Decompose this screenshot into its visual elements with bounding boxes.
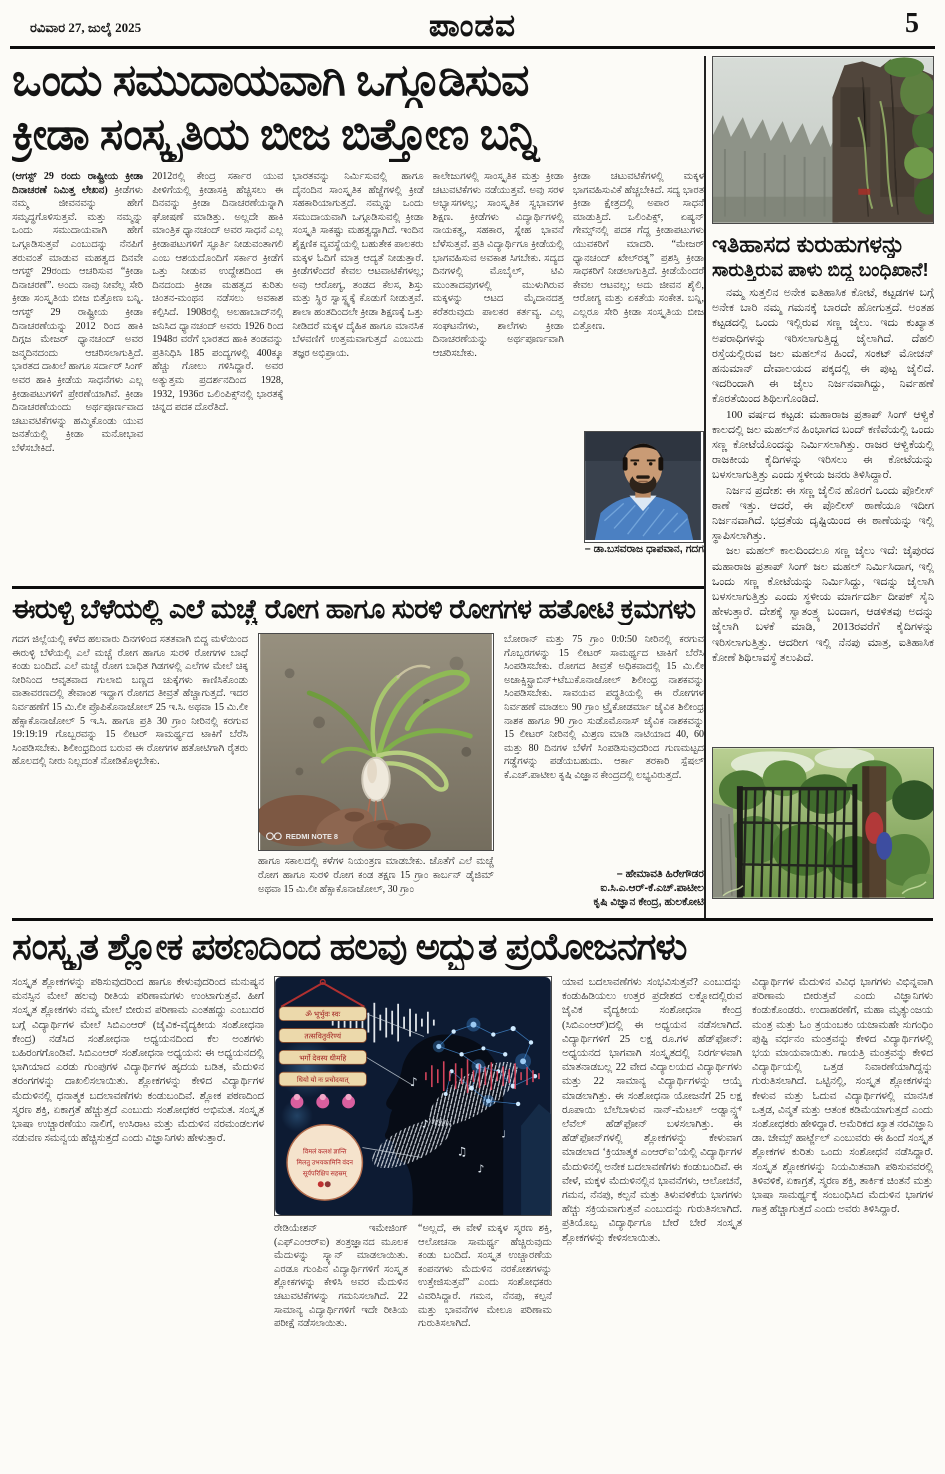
article3-top-rule <box>12 918 933 921</box>
mantra-banner-1: ॐ भूर्भुवः स्वः <box>305 1009 341 1019</box>
mantra-circle-line1: विमलं कलशं ज्ञान्ति <box>302 1148 347 1156</box>
article3-column-1: ಸಂಸ್ಕೃತ ಶ್ಲೋಕಗಳನ್ನು ಪಠಿಸುವುದರಿಂದ ಹಾಗೂ ಕೇಳುವುದರಿಂದ ಮನುಷ್ಯನ ಮನಸ್ಸಿನ ಮೇಲೆ ಹಲವು ರೀತಿಯ ಪರಿಣಾಮಗಳು ಉಂಟಾಗುತ್ತವೆ. ಹೀಗೆ ಸಂಸ್ಕೃತ ಶ್ಲೋಕಗಳು ನಮ್ಮ ಮೇಲೆ ಬೀರುವ ಪರಿಣಾಮ ಎಂತಹದ್ದು ಎಂಬುದರ ಬಗ್ಗೆ ವಿದ್ಯಾರ್ಥಿಗಳ ಮೇಲೆ ಸಿಬಿಎಂಆರ್ (ಜೈವಿಕ-ವೈದ್ಯಕೀಯ ಸಂಶೋಧನಾ ಕೇಂದ್ರ) ನಡೆಸಿದ ಸಂಶೋಧನಾ ಅಧ್ಯಯನದಿಂದ ಕೆಲ ಅಂಶಗಳು ಬಹಿರಂಗಗೊಂಡಿವೆ. ಸಿಬಿಎಂಆರ್ ಸಂಶೋಧನಾ ಅಧ್ಯಯನ: ಈ ಅಧ್ಯಯನದಲ್ಲಿ ಭಾಗಿಯಾದ ಎರಡು ಗುಂಪುಗಳ ವಿದ್ಯಾರ್ಥಿಗಳ ಹೃದಯ ಬಡಿತ, ಮೆದುಳಿನ ತರಂಗಗಳನ್ನು ದಾಖಲಿಸಲಾಯಿತು. ಶ್ಲೋಕಗಳನ್ನು ಕೇಳಿದ ವಿದ್ಯಾರ್ಥಿಗಳ ಮೆದುಳಿನಲ್ಲಿ ಧನಾತ್ಮಕ ಬದಲಾವಣೆಗಳು ಕಂಡುಬಂದಿವೆ. ಶ್ಲೋಕ ಪಠಣದಿಂದ ಸ್ಮರಣ ಶಕ್ತಿ, ಏಕಾಗ್ರತೆ ಹೆಚ್ಚುತ್ತದೆ ಎಂಬುದು ಸಂಶೋಧಕರ ಅಭಿಮತ. ಸಂಸ್ಕೃತ ಭಾಷಾ ಉಚ್ಚಾರಣೆಯು ನಾಲಿಗೆ, ಉಸಿರಾಟ ಮತ್ತು ಮೆದುಳಿನ ನರಮಂಡಲಗಳ ನಡುವಣ ಸಮನ್ವಯ ಹೆಚ್ಚಿಸುತ್ತದೆ ಎಂದು ವಿಜ್ಞಾನಿಗಳು ಹೇಳುತ್ತಾರೆ. <box>12 977 264 1145</box>
mantra-banner-4: धियो यो नः प्रचोदयात् <box>296 1076 349 1085</box>
onion-crop-photo <box>258 633 494 851</box>
article1-column-5 <box>573 170 704 574</box>
article2-byline-centre: ಕೃಷಿ ವಿಜ್ಞಾನ ಕೇಂದ್ರ, ಹುಲಕೋಟಿ <box>593 896 704 908</box>
sidebar-headline-line2: ಸಾರುತ್ತಿರುವ ಪಾಳು ಬಿದ್ದ ಬಂಧಿಖಾನೆ! <box>712 259 929 280</box>
article3-column-2: ರೇಡಿಯೇಶನ್ ಇಮೇಜಿಂಗ್ (ಎಫ್‌ಎಂಆರ್‌ಐ) ತಂತ್ರಜ್ಞಾನದ ಮೂಲಕ ಮೆದುಳನ್ನು ಸ್ಕ್ಯಾನ್ ಮಾಡಲಾಯಿತು. ಎರಡೂ ಗುಂಪಿನ ವಿದ್ಯಾರ್ಥಿಗಳಿಗೆ ಸಂಸ್ಕೃತ ಶ್ಲೋಕಗಳನ್ನು ಕೇಳಿಸಿ ಅವರ ಮೆದುಳಿನ ಚಟುವಟಿಕೆಗಳನ್ನು ಗಮನಿಸಲಾಗಿದೆ. 22 ಸಾಮಾನ್ಯ ವಿದ್ಯಾರ್ಥಿಗಳಿಗೆ ಇದೇ ರೀತಿಯ ಪರೀಕ್ಷೆ ನಡೆಸಲಾಯಿತು. <box>274 1223 408 1330</box>
mantra-banner-2: तत्सवितुर्वरेण्यं <box>304 1031 342 1041</box>
article2-column-3 <box>504 633 704 909</box>
article1-headline-line2: ಕ್ರೀಡಾ ಸಂಸ್ಕೃತಿಯ ಬೀಜ ಬಿತ್ತೋಣ ಬನ್ನಿ <box>12 110 538 159</box>
article3-body <box>12 976 933 1470</box>
svg-text:♫: ♫ <box>456 1144 468 1159</box>
article1-headline-line1: ಒಂದು ಸಮುದಾಯವಾಗಿ ಒಗ್ಗೂಡಿಸುವ <box>12 56 529 105</box>
svg-text:♩: ♩ <box>501 1129 506 1141</box>
header-rule <box>10 46 935 49</box>
article3-under-photo-columns <box>274 1222 552 1470</box>
masthead-title: ಪಾಂಡವ <box>428 8 517 43</box>
article1-column-2: 2012ರಲ್ಲಿ ಕೇಂದ್ರ ಸರ್ಕಾರ ಯುವ ಪೀಳಿಗೆಯಲ್ಲಿ ಕ್ರೀಡಾಸಕ್ತಿ ಹೆಚ್ಚಿಸಲು ಈ ದಿನವನ್ನು ಕ್ರೀಡಾ ದಿನಾಚರಣೆಯನ್ನಾಗಿ ಘೋಷಣೆ ಮಾಡಿತ್ತು. ಅಲ್ಲದೇ ಹಾಕಿ ಮಾಂತ್ರಿಕ ಧ್ಯಾನಚಂದ್ ಅವರ ಸಾಧನೆ ಎಲ್ಲ ಕ್ರೀಡಾಪಟುಗಳಿಗೆ ಸ್ಫೂರ್ತಿ ನೀಡುವಂತಾಗಲಿ ಎಂಬ ಆಶಯದೊಂದಿಗೆ ಸರ್ಕಾರ ಕ್ರೀಡೆಗೆ ಒತ್ತು ನೀಡುವ ಉದ್ದೇಶದಿಂದ ಈ ದಿನದಂದು ಕ್ರೀಡಾ ಮಹತ್ವದ ಕುರಿತು ಚಿಂತನ-ಮಂಥನ ನಡೆಸಲು ಅವಕಾಶ ಕಲ್ಪಿಸಿದೆ. 1908ರಲ್ಲಿ ಅಲಹಾಬಾದ್‌ನಲ್ಲಿ ಜನಿಸಿದ ಧ್ಯಾನಚಂದ್ ಅವರು 1926 ರಿಂದ 1948ರ ವರೆಗೆ ಭಾರತದ ಹಾಕಿ ತಂಡವನ್ನು ಪ್ರತಿನಿಧಿಸಿ 185 ಪಂದ್ಯಗಳಲ್ಲಿ 400ಕ್ಕೂ ಹೆಚ್ಚು ಗೋಲು ಗಳಿಸಿದ್ದಾರೆ. ಅವರ ಅತ್ಯುತ್ತಮ ಪ್ರದರ್ಶನದಿಂದ 1928, 1932, 1936ರ ಒಲಿಂಪಿಕ್ಸ್‌ನಲ್ಲಿ ಭಾರತಕ್ಕೆ ಚಿನ್ನದ ಪದಕ ದೊರೆತಿದೆ. <box>152 171 284 414</box>
onion-illustration <box>259 634 493 850</box>
article-sports-day <box>12 54 704 574</box>
article2-body <box>12 633 704 909</box>
article2-column-3-text: ಬೋರಾನ್ ಮತ್ತು 75 ಗ್ರಾಂ 0:0:50 ನೀರಿನಲ್ಲಿ ಕರಗುವ ಗೊಬ್ಬರಗಳನ್ನು 15 ಲೀಟರ್ ಸಾಮರ್ಥ್ಯದ ಟಾಕಿಗೆ ಬೆರೆಸಿ ಸಿಂಪಡಿಸಬೇಕು. ರೋಗದ ತೀವ್ರತೆ ಅಧಿಕವಾದಲ್ಲಿ 15 ಮಿ.ಲೀ ಅಜಾಕ್ಸಿಸ್ಟ್ರಾಬಿನ್+ಟೆಬುಕೊನಾಜೋಲ್ ಶಿಲೀಂಧ್ರ ನಾಶಕವನ್ನು ಸಿಂಪಡಿಸಬೇಕು. ಸಾವಯವ ಪದ್ಧತಿಯಲ್ಲಿ ಈ ರೋಗಗಳ ನಿರ್ವಹಣೆ ಮಾಡಲು 90 ಗ್ರಾಂ ಟ್ರೈಕೋಡರ್ಮಾ ಜೈವಿಕ ಶಿಲೀಂಧ್ರ ನಾಶಕ ಹಾಗೂ 90 ಗ್ರಾಂ ಸುಡೊಮೊನಾಸ್ ಜೈವಿಕ ನಾಶಕವನ್ನು 15 ಲೀಟರ್ ನೀರಿನಲ್ಲಿ ಮಿಶ್ರಣ ಮಾಡಿ ನಾಟಿಯಾದ 40, 60 ಮತ್ತು 80 ದಿನಗಳ ಬೆಳೆಗೆ ಸಿಂಪಡಿಸುವುದರಿಂದ ಗುಣಮಟ್ಟದ ಗಡ್ಡೆಗಳನ್ನು ಪಡೆಯಬಹುದು. ಆರ್ಕಾ ತರಕಾರಿ ಸ್ಪೆಷಲ್ ಕೆ.ಎಚ್.ಪಾಟೀಲ ಕೃಷಿ ವಿಜ್ಞಾನ ಕೇಂದ್ರದಲ್ಲಿ ಲಭ್ಯವಿರುತ್ತದೆ. <box>504 634 704 781</box>
gate-photo <box>712 747 934 899</box>
article-sanskrit-shloka <box>12 924 933 1470</box>
fort-photo <box>712 56 934 224</box>
brain-mantra-photo <box>274 976 552 1216</box>
sidebar-paragraph-1: ನಮ್ಮ ಸುತ್ತಲಿನ ಅನೇಕ ಐತಿಹಾಸಿಕ ಕೋಟೆ, ಕಟ್ಟಡಗಳ ಬಗ್ಗೆ ಅನೇಕ ಬಾರಿ ನಮ್ಮ ಗಮನಕ್ಕೆ ಬಾರದೇ ಹೋಗುತ್ತದೆ. ಅಂತಹ ಕಟ್ಟಡದಲ್ಲಿ ಒಂದು ಇಲ್ಲಿರುವ ಸಣ್ಣ ಜೈಲು. ಇದು ಕುಖ್ಯಾತ ಅಪರಾಧಿಗಳನ್ನು ಇರಿಸಲಾಗುತ್ತಿದ್ದ ಜೈಲಾಗಿದೆ. ದೆಹಲಿ ರಸ್ತೆಯಲ್ಲಿರುವ ಜಲ ಮಹಲ್‌ನ ಹಿಂದೆ, ಸಂಕಟ್ ಮೋಚನ್ ಹನುಮಾನ್ ದೇವಾಲಯದ ಪಕ್ಕದಲ್ಲಿ ಈ ಪುಟ್ಟ ಜೈಲಿದೆ. ಇದರಿಂದಾಗಿ ಈ ಜೈಲು ನಿರ್ಜನವಾಗಿದ್ದು, ನಿರ್ವಹಣೆ ಕೊರತೆಯಿಂದ ಶಿಥಿಲಗೊಂಡಿದೆ. <box>712 287 934 406</box>
article3-column-4: ಯಾವ ಬದಲಾವಣೆಗಳು ಸಂಭವಿಸುತ್ತವೆ? ಎಂಬುದನ್ನು ಕಂಡುಹಿಡಿಯಲು ಉತ್ತರ ಪ್ರದೇಶದ ಲಕ್ನೋದಲ್ಲಿರುವ ಜೈವಿಕ ವೈದ್ಯಕೀಯ ಸಂಶೋಧನಾ ಕೇಂದ್ರ (ಸಿಬಿಎಂಆರ್)ದಲ್ಲಿ ಈ ಅಧ್ಯಯನ ನಡೆಸಲಾಗಿದೆ. ವಿದ್ಯಾರ್ಥಿಗಳಿಗೆ 25 ಲಕ್ಷ ರೂ.ಗಳ ಹೆಡ್‌ಫೋನ್: ಅಧ್ಯಯನದ ಭಾಗವಾಗಿ ಸಂಸ್ಕೃತದಲ್ಲಿ ನಿರರ್ಗಳವಾಗಿ ಮಾತನಾಡಬಲ್ಲ 22 ವೇದ ವಿದ್ಯಾಲಯದ ವಿದ್ಯಾರ್ಥಿಗಳು ಮತ್ತು 22 ಸಾಮಾನ್ಯ ವಿದ್ಯಾರ್ಥಿಗಳನ್ನು ಆಯ್ಕೆ ಮಾಡಲಾಗಿತ್ತು. ಈ ಸಂಶೋಧನಾ ಯೋಜನೆಗೆ 25 ಲಕ್ಷ ರೂಪಾಯಿ ಬೆಲೆಬಾಳುವ ನಾನ್-ಮೆಟಲ್ ಅಡ್ವಾನ್ಸ್ಡ್ ಲೆವೆಲ್ ಹೆಡ್‌ಫೋನ್ ಬಳಸಲಾಗಿತ್ತು. ಈ ಹೆಡ್‌ಫೋನ್‌ಗಳಲ್ಲಿ ಶ್ಲೋಕಗಳನ್ನು ಕೇಳುವಾಗ ಮಾಡಲಾದ ‘ಕ್ರಿಯಾತ್ಮಕ ಎಂಆರ್‌ಐ’ಯಲ್ಲಿ ವಿದ್ಯಾರ್ಥಿಗಳ ಮೆದುಳಿನಲ್ಲಿ ಅನೇಕ ಬದಲಾವಣೆಗಳು ಕಂಡುಬಂದಿವೆ. ಈ ವೇಳೆ, ಮಕ್ಕಳ ಮೆದುಳಿನಲ್ಲಿನ ಭಾವನೆಗಳು, ಆಲೋಚನೆ, ಗಮನ, ನೆನಪು, ಕಲ್ಪನೆ ಮತ್ತು ತಿಳುವಳಿಕೆಯ ಭಾಗಗಳು ಹೆಚ್ಚು ಸಕ್ರಿಯವಾಗುತ್ತವೆ ಎಂಬುದನ್ನು ಗುರುತಿಸಲಾಗಿದೆ. ಪ್ರತಿಯೊಬ್ಬ ವಿದ್ಯಾರ್ಥಿಗೂ ಬೇರೆ ಬೇರೆ ಸಂಸ್ಕೃತ ಶ್ಲೋಕಗಳನ್ನು ಕೇಳಿಸಲಾಯಿತು. <box>562 977 742 1244</box>
article1-column-1-text: ಕ್ರೀಡೆಗಳು ನಮ್ಮ ಜೀವನವನ್ನು ಹೇಗೆ ಸಮೃದ್ಧಗೊಳಿಸುತ್ತವೆ. ಮತ್ತು ನಮ್ಮನ್ನು ಒಂದು ಸಮುದಾಯವಾಗಿ ಹೇಗೆ ಒಗ್ಗೂಡಿಸುತ್ತವೆ ಎಂಬುದನ್ನು ನೆನಪಿಗೆ ತರುವಂತೆ ಮಾಡುವ ಮಹತ್ವದ ದಿನವೇ ಆಗಸ್ಟ್ 29ರಂದು ಆಚರಿಸುವ “ಕ್ರೀಡಾ ದಿನಾಚರಣೆ”. ಅಂದು ನಾವು ನೀವೆಲ್ಲ ಸೇರಿ ಕ್ರೀಡಾ ಸಂಸ್ಕೃತಿಯ ಬೀಜ ಬಿತ್ತೋಣ ಬನ್ನಿ. ಆಗಸ್ಟ್ 29 ರಾಷ್ಟ್ರೀಯ ಕ್ರೀಡಾ ದಿನಾಚರಣೆಯನ್ನು 2012 ರಿಂದ ಹಾಕಿ ದಿಗ್ಗಜ ಮೇಜರ್ ಧ್ಯಾನಚಂದ್ ಅವರ ಜನ್ಮದಿನದಂದು ಆಚರಿಸಲಾಗುತ್ತಿದೆ. ಭಾರತದ ದಾಖಲೆ ಹಾಗೂ ಸರ್ದಾರ್ ಸಿಂಗ್ ಅವರ ಹಾಕಿ ಕ್ರೀಡೆಯ ಸಾಧನೆಗಳು ಎಲ್ಲ ಕ್ರೀಡಾಪಟುಗಳಿಗೆ ಪ್ರೇರಣೆಯಾಗಿವೆ. ಕ್ರೀಡಾ ದಿನಾಚರಣೆಯಂದು ಅರ್ಥಪೂರ್ಣವಾದ ಚಟುವಟಿಕೆಗಳನ್ನು ಹಮ್ಮಿಕೊಂಡು ಯುವ ಜನತೆಯಲ್ಲಿ ಕ್ರೀಡಾ ಮನೋಭಾವ ಬೆಳೆಸಬೇಕಿದೆ. <box>12 184 144 454</box>
article2-top-rule <box>12 586 704 589</box>
svg-text:♪: ♪ <box>410 1075 418 1090</box>
article1-lead-note: (ಆಗಸ್ಟ್ 29 ರಂದು ರಾಷ್ಟ್ರೀಯ ಕ್ರೀಡಾ ದಿನಾಚರಣೆ ನಿಮಿತ್ತ ಲೇಖನ) <box>12 171 144 196</box>
article1-column-4: ಕಾಲೇಜುಗಳಲ್ಲಿ ಸಾಂಸ್ಕೃತಿಕ ಮತ್ತು ಕ್ರೀಡಾ ಚಟುವಟಿಕೆಗಳು ನಡೆಯುತ್ತವೆ. ಅವು ಸರಳ ಅಭ್ಯಾಸಗಳಲ್ಲ; ಸಾಂಸ್ಕೃತಿಕ ಸ್ವಭಾವಗಳ ಶಿಕ್ಷಣ. ಕ್ರೀಡೆಗಳು ವಿದ್ಯಾರ್ಥಿಗಳಲ್ಲಿ ನಾಯಕತ್ವ, ಸಹಕಾರ, ಸ್ನೇಹ ಭಾವನೆ ಬೆಳೆಸುತ್ತವೆ. ಪ್ರತಿ ವಿದ್ಯಾರ್ಥಿಗೂ ಕ್ರೀಡೆಯಲ್ಲಿ ಭಾಗವಹಿಸುವ ಅವಕಾಶ ಸಿಗಬೇಕು. ಸದ್ಯದ ದಿನಗಳಲ್ಲಿ ಮೊಬೈಲ್, ಟಿವಿ ಮುಂತಾದವುಗಳಲ್ಲಿ ಮುಳುಗಿರುವ ಮಕ್ಕಳನ್ನು ಆಟದ ಮೈದಾನದತ್ತ ಕರೆತರುವುದು ಪಾಲಕರ ಕರ್ತವ್ಯ. ಎಲ್ಲ ಸಂಘಟನೆಗಳು, ಶಾಲೆಗಳು ಕ್ರೀಡಾ ದಿನಾಚರಣೆಯನ್ನು ಅರ್ಥಪೂರ್ಣವಾಗಿ ಆಚರಿಸಬೇಕು. <box>432 171 564 359</box>
portrait-illustration <box>585 432 701 540</box>
gate-illustration <box>713 748 933 898</box>
sidebar-paragraph-2: 100 ವರ್ಷದ ಕಟ್ಟಡ: ಮಹಾರಾಜ ಪ್ರತಾಪ್ ಸಿಂಗ್ ಆಳ್ವಿಕೆ ಕಾಲದಲ್ಲಿ ಜಲ ಮಹಲ್‌ನ ಹಿಂಭಾಗದ ಬಂದ್ ಕಣಿವೆಯಲ್ಲಿ ಒಂದು ಸಣ್ಣ ಕೋಟೆಯೊಂದನ್ನು ನಿರ್ಮಿಸಲಾಗಿತ್ತು. ರಾಜರ ಆಳ್ವಿಕೆಯಲ್ಲಿ ರಾಜಕೀಯ ಕೈದಿಗಳನ್ನು ಇರಿಸಲು ಈ ಕೋಟೆಯನ್ನು ಬಳಸಲಾಗುತ್ತಿತ್ತು ಎಂದು ಸ್ಥಳೀಯ ಜನರು ತಿಳಿಸಿದ್ದಾರೆ. <box>712 408 934 482</box>
svg-text:♪: ♪ <box>477 1162 485 1176</box>
article1-body <box>12 170 704 574</box>
article2-middle-column <box>258 633 494 909</box>
article2-column-1: ಗದಗ ಜಿಲ್ಲೆಯಲ್ಲಿ ಕಳೆದ ಹಲವಾರು ದಿನಗಳಿಂದ ಸತತವಾಗಿ ಬಿದ್ದ ಮಳೆಯಿಂದ ಈರುಳ್ಳಿ ಬೆಳೆಯಲ್ಲಿ ಎಲೆ ಮಚ್ಚೆ ರೋಗ ಹಾಗೂ ಸುರಳಿ ರೋಗಗಳ ಬಾಧೆ ಕಂಡು ಬಂದಿದೆ. ಎಲೆ ಮಚ್ಚೆ ರೋಗ ಬಾಧಿತ ಗಿಡಗಳಲ್ಲಿ ಎಲೆಗಳ ಮೇಲೆ ಚಿಕ್ಕ ನೀರಿನಿಂದ ಆವೃತವಾದ ಗುಲಾಬಿ ಬಣ್ಣದ ಚುಕ್ಕೆಗಳು ಕಾಣಿಸಿಕೊಂಡು ವಾತಾವರಣದಲ್ಲಿ ತೇವಾಂಶ ಇದ್ದಾಗ ರೋಗದ ತೀವ್ರತೆ ಹೆಚ್ಚಾಗುತ್ತದೆ. ಇದರ ನಿರ್ವಹಣೆಗೆ 15 ಮಿ.ಲೀ ಪ್ರೊಪಿಕೊನಾಜೋಲ್ 25 ಇ.ಸಿ. ಅಥವಾ 15 ಮಿ.ಲೀ ಹೆಕ್ಸಾಕೊನಾಜೋಲ್ 5 ಇ.ಸಿ. ಹಾಗೂ ಪ್ರತಿ 30 ಗ್ರಾಂ ನೀರಿನಲ್ಲಿ ಕರಗುವ 19:19:19 ಗೊಬ್ಬರವನ್ನು 15 ಲೀಟರ್ ಸಾಮರ್ಥ್ಯದ ಟಾಕಿಗೆ ಬೆರೆಸಿ ಸಿಂಪಡಿಸಬೇಕು. ಶಿಲೀಂಧ್ರದಿಂದ ಬರುವ ಈ ರೋಗಗಳ ಹತೋಟಿಗಾಗಿ ರೈತರು ಹೊಲದಲ್ಲಿ ನೀರು ನಿಲ್ಲದಂತೆ ನೋಡಿಕೊಳ್ಳಬೇಕು. <box>12 634 248 768</box>
article3-middle-column <box>274 976 552 1470</box>
article1-column-3: ಭಾರತವನ್ನು ನಿರ್ಮಿಸುವಲ್ಲಿ ಹಾಗೂ ದೈನಂದಿನ ಸಾಂಸ್ಕೃತಿಕ ಹೆಜ್ಜೆಗಳಲ್ಲಿ ಕ್ರೀಡೆ ಸಹಕಾರಿಯಾಗುತ್ತದೆ. ನಮ್ಮನ್ನು ಒಂದು ಸಮುದಾಯವಾಗಿ ಒಗ್ಗೂಡಿಸುವಲ್ಲಿ ಕ್ರೀಡಾ ಸಂಸ್ಕೃತಿ ಸಾಕಷ್ಟು ಮಹತ್ವದ್ದಾಗಿದೆ. ಇಂದಿನ ಶೈಕ್ಷಣಿಕ ವ್ಯವಸ್ಥೆಯಲ್ಲಿ ಬಹುತೇಕ ಪಾಲಕರು ಮಕ್ಕಳ ಓದಿಗೆ ಮಾತ್ರ ಆದ್ಯತೆ ನೀಡುತ್ತಾರೆ. ಕ್ರೀಡೆಗಳೆಂದರೆ ಕೇವಲ ಆಟವಾಟಿಕೆಗಳಲ್ಲ; ಅವು ಆರೋಗ್ಯ, ತಂಡದ ಕೆಲಸ, ಶಿಸ್ತು ಮತ್ತು ಸ್ಥಿರ ಸ್ವಾಸ್ಥ್ಯಕ್ಕೆ ಕೊಡುಗೆ ನೀಡುತ್ತವೆ. ಶಾಲಾ ಹಂತದಿಂದಲೇ ಕ್ರೀಡಾ ಶಿಕ್ಷಣಕ್ಕೆ ಒತ್ತು ನೀಡಿದರೆ ಮಕ್ಕಳ ದೈಹಿಕ ಹಾಗೂ ಮಾನಸಿಕ ಬೆಳವಣಿಗೆ ಉತ್ತಮವಾಗುತ್ತದೆ ಎಂಬುದು ತಜ್ಞರ ಅಭಿಪ್ರಾಯ. <box>292 171 424 359</box>
sidebar-paragraph-3: ನಿರ್ಜನ ಪ್ರದೇಶ: ಈ ಸಣ್ಣ ಜೈಲಿನ ಹೊರಗೆ ಒಂದು ಪೊಲೀಸ್ ಠಾಣೆ ಇತ್ತು. ಆದರೆ, ಈ ಪೊಲೀಸ್ ಠಾಣೆಯೂ ಇದೀಗ ನಿರ್ಜನವಾಗಿದೆ. ಭದ್ರತೆಯ ದೃಷ್ಟಿಯಿಂದ ಈ ಠಾಣೆಯನ್ನು ಇಲ್ಲಿ ಸ್ಥಾಪಿಸಲಾಗಿತ್ತು. <box>712 484 934 543</box>
mantra-circle-line2: मिलतु उभयकामिनि वंदन <box>296 1159 353 1167</box>
article2-byline-author: – ಹೇಮಾವತಿ ಹಿರೇಗೌಡರ <box>616 868 704 880</box>
article1-byline: – ಡಾ.ಬಸವರಾಜ ಧಾಪವಾನ, ಗದಗ <box>584 543 705 555</box>
sidebar-article-prison <box>712 56 934 899</box>
article2-below-photo-text: ಹಾಗೂ ಸಕಾಲದಲ್ಲಿ ಕಳೆಗಳ ನಿಯಂತ್ರಣ ಮಾಡಬೇಕು. ಜೊತೆಗೆ ಎಲೆ ಮಚ್ಚೆ ರೋಗ ಹಾಗೂ ಸುರಳಿ ರೋಗ ಕಂಡ ತಕ್ಷಣ 15 ಗ್ರಾಂ ಕಾರ್ಬನ್ ಡೈಜಿಮ್ ಅಥವಾ 15 ಮಿ.ಲೀ ಹೆಕ್ಸಾಕೊನಾಜೋಲ್, 30 ಗ್ರಾಂ <box>258 856 494 895</box>
sidebar-divider <box>704 56 706 918</box>
sidebar-headline-line1: ಇತಿಹಾಸದ ಕುರುಹುಗಳನ್ನು <box>712 231 906 257</box>
page-number: 5 <box>905 8 919 39</box>
article3-headline: ಸಂಸ್ಕೃತ ಶ್ಲೋಕ ಪಠಣದಿಂದ ಹಲವು ಅದ್ಭುತ ಪ್ರಯೋಜನಗಳು <box>12 926 687 967</box>
article1-column-1 <box>12 170 143 574</box>
sidebar-body <box>712 286 934 742</box>
article2-byline-org: ಐ.ಸಿ.ಎ.ಆರ್-ಕೆ.ಎಚ್.ಪಾಟೀಲ <box>600 882 704 894</box>
mantra-circle-line3: सूर्यपरिक्षिप सहस्रम् <box>302 1170 347 1178</box>
edition-date: ರವಿವಾರ 27, ಜುಲೈ 2025 <box>30 20 142 35</box>
article2-byline <box>504 867 704 909</box>
article3-column-5: ವಿದ್ಯಾರ್ಥಿಗಳ ಮೆದುಳಿನ ವಿವಿಧ ಭಾಗಗಳು ವಿಭಿನ್ನವಾಗಿ ಪರಿಣಾಮ ಬೀರುತ್ತವೆ ಎಂದು ವಿಜ್ಞಾನಿಗಳು ಕಂಡುಕೊಂಡರು. ಉದಾಹರಣೆಗೆ, ಮಹಾ ಮೃತ್ಯುಂಜಯ ಮಂತ್ರ ಮತ್ತು ಓಂ ತ್ರಯಂಬಕಂ ಯಜಾಮಹೇ ಸುಗಂಧಿಂ ಪುಷ್ಟಿ ವರ್ಧನಂ ಮಂತ್ರವನ್ನು ಕೇಳಿದ ವಿದ್ಯಾರ್ಥಿಗಳಲ್ಲಿ ಭಯ ಮಾಯವಾಯಿತು. ಗಾಯತ್ರಿ ಮಂತ್ರವನ್ನು ಕೇಳಿದ ವಿದ್ಯಾರ್ಥಿಯಲ್ಲಿ ಒತ್ತಡ ನಿವಾರಣೆಯಾಗಿದ್ದನ್ನು ಗುರುತಿಸಲಾಗಿದೆ. ಒಟ್ಟಿನಲ್ಲಿ, ಸಂಸ್ಕೃತ ಶ್ಲೋಕಗಳನ್ನು ಕೇಳುವ ಮತ್ತು ಓದುವ ವಿದ್ಯಾರ್ಥಿಗಳಲ್ಲಿ ಮಾನಸಿಕ ಒತ್ತಡ, ವಿನ್ಮತೆ ಮತ್ತು ಆತಂಕ ಕಡಿಮೆಯಾಗುತ್ತದೆ ಎಂದು ಸಂಶೋಧಕರು ಹೇಳಿದ್ದಾರೆ. ಅಮೆರಿಕದ ಖ್ಯಾತ ನರವಿಜ್ಞಾನಿ ಡಾ. ಜೇಮ್ಸ್ ಹಾರ್ಟ್ಜೆಲ್ ಎಂಬುವರು ಈ ಹಿಂದೆ ಸಂಸ್ಕೃತ ಶ್ಲೋಕಗಳ ಕುರಿತು ಒಂದು ಸಂಶೋಧನೆ ನಡೆಸಿದ್ದಾರೆ. ಸಂಸ್ಕೃತ ಶ್ಲೋಕಗಳನ್ನು ನಿಯಮಿತವಾಗಿ ಪಠಿಸುವವರಲ್ಲಿ ತಿಳಿವಳಿಕೆ, ಏಕಾಗ್ರತೆ, ಸ್ಮರಣ ಶಕ್ತಿ, ತಾರ್ಕಿಕ ಚಿಂತನೆ ಮತ್ತು ಭಾಷಾ ಸಾಮರ್ಥ್ಯಕ್ಕೆ ಸಂಬಂಧಿಸಿದ ಮೆದುಳಿನ ಭಾಗಗಳ ಗಾತ್ರ ಹೆಚ್ಚಾಗುತ್ತದೆ ಎಂದು ಅವರು ತಿಳಿಸಿದ್ದಾರೆ. <box>752 977 933 1216</box>
sidebar-paragraph-4: ಜಲ ಮಹಲ್ ಕಾಲದಿಂದಲೂ ಸಣ್ಣ ಜೈಲು ಇದೆ: ಜೈಪುರದ ಮಹಾರಾಜ ಪ್ರತಾಪ್ ಸಿಂಗ್ ಜಲ ಮಹಲ್ ನಿರ್ಮಿಸಿದಾಗ, ಇಲ್ಲಿ ಒಂದು ಸಣ್ಣ ಕೋಟೆಯನ್ನು ನಿರ್ಮಿಸಿದ್ದು, ಇದನ್ನು ಜೈಲಾಗಿ ಬಳಸಲಾಗುತ್ತಿತ್ತು ಎಂದು ಸ್ಥಳೀಯ ಮಾರ್ಗದರ್ಶಿ ದೀಪಕ್ ಸೈನಿ ಹೇಳುತ್ತಾರೆ. ದೇಶಕ್ಕೆ ಸ್ವಾತಂತ್ರ್ಯ ಬಂದಾಗ, ಆಡಳಿತವು ಅದನ್ನು ಜೈಲಾಗಿ ಬಳಕೆ ಮಾಡಿ, 2013ರವರೆಗೆ ಕೈದಿಗಳನ್ನು ಇರಿಸಲಾಗುತ್ತಿತ್ತು. ಆದರೀಗ ಇಲ್ಲಿ ನೆನಪು ಮಾತ್ರ, ಐತಿಹಾಸಿಕ ಕೋಣೆ ಶಿಥಿಲಾವಸ್ಥೆ ತಲುಪಿದೆ. <box>712 545 934 664</box>
mantra-banner-3: भर्गो देवस्य धीमहि <box>299 1053 347 1063</box>
brain-mantra-illustration <box>275 977 551 1215</box>
article1-column-5-text: ಕ್ರೀಡಾ ಚಟುವಟಿಕೆಗಳಲ್ಲಿ ಮಕ್ಕಳ ಭಾಗವಹಿಸುವಿಕೆ ಹೆಚ್ಚಬೇಕಿದೆ. ಸದ್ಯ ಭಾರತ ಕ್ರೀಡಾ ಕ್ಷೇತ್ರದಲ್ಲಿ ಅಪಾರ ಸಾಧನೆ ಮಾಡುತ್ತಿದೆ. ಒಲಿಂಪಿಕ್ಸ್, ಏಷ್ಯನ್ ಗೇಮ್ಸ್‌ನಲ್ಲಿ ಪದಕ ಗೆದ್ದ ಕ್ರೀಡಾಪಟುಗಳು ಯುವಕರಿಗೆ ಮಾದರಿ. “ಮೇಜರ್ ಧ್ಯಾನಚಂದ್ ಖೇಲ್‌ರತ್ನ” ಪ್ರಶಸ್ತಿ ಕ್ರೀಡಾ ಸಾಧಕರಿಗೆ ನೀಡಲಾಗುತ್ತಿದೆ. ಕ್ರೀಡೆಯೆಂದರೆ ಕೇವಲ ಆಟವಲ್ಲ; ಅದು ಜೀವನ ಶೈಲಿ, ಆರೋಗ್ಯ ಮತ್ತು ಏಕತೆಯ ಸಂಕೇತ. ಬನ್ನಿ, ಎಲ್ಲರೂ ಸೇರಿ ಕ್ರೀಡಾ ಸಂಸ್ಕೃತಿಯ ಬೀಜ ಬಿತ್ತೋಣ. <box>572 171 705 332</box>
svg-text:♪: ♪ <box>421 1117 429 1131</box>
article3-column-3: “ಅಲ್ಲದೆ, ಈ ವೇಳೆ ಮಕ್ಕಳ ಸ್ಮರಣ ಶಕ್ತಿ, ಆಲೋಚನಾ ಸಾಮರ್ಥ್ಯ ಹೆಚ್ಚಿರುವುದು ಕಂಡು ಬಂದಿದೆ. ಸಂಸ್ಕೃತ ಉಚ್ಚಾರಣೆಯ ಕಂಪನಗಳು ಮೆದುಳಿನ ನರಕೋಶಗಳನ್ನು ಉತ್ತೇಜಿಸುತ್ತವೆ” ಎಂದು ಸಂಶೋಧಕರು ವಿವರಿಸಿದ್ದಾರೆ. ಗಮನ, ನೆನಪು, ಕಲ್ಪನೆ ಮತ್ತು ಭಾವನೆಗಳ ಮೇಲೂ ಪರಿಣಾಮ ಗುರುತಿಸಲಾಗಿದೆ. <box>418 1223 552 1330</box>
article-onion-disease <box>12 593 704 909</box>
fort-illustration <box>713 57 933 223</box>
photo-watermark: REDMI NOTE 8 <box>285 832 339 842</box>
author-portrait-photo <box>584 431 704 543</box>
article2-headline: ಈರುಳ್ಳಿ ಬೆಳೆಯಲ್ಲಿ ಎಲೆ ಮಚ್ಚೆ ರೋಗ ಹಾಗೂ ಸುರಳಿ ರೋಗಗಳ ಹತೋಟಿ ಕ್ರಮಗಳು <box>12 594 696 624</box>
